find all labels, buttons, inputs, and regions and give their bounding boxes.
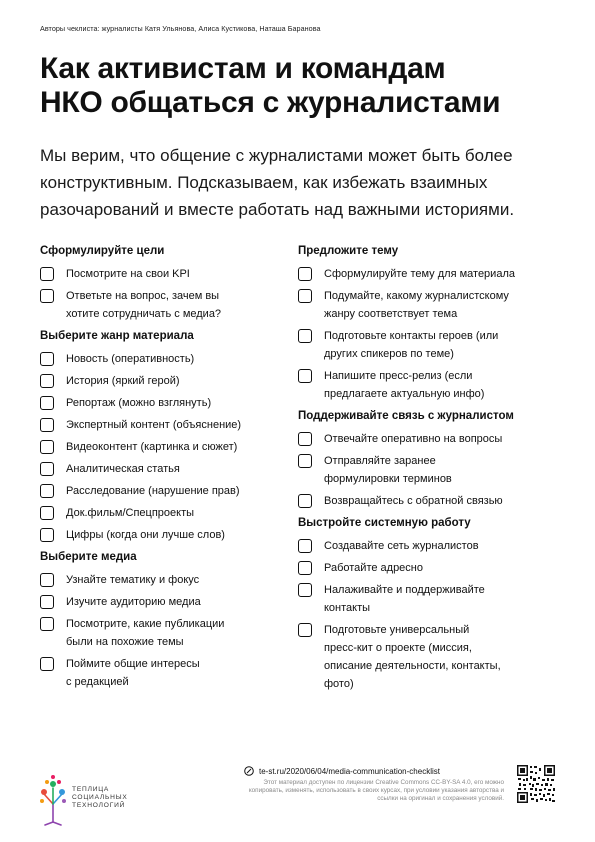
section-title: Выберите медиа	[40, 551, 137, 563]
checklist-item[interactable]	[40, 352, 285, 368]
checkbox[interactable]	[298, 561, 312, 575]
article-link[interactable]	[244, 766, 504, 776]
checklist-item[interactable]	[298, 369, 560, 403]
checklist-item[interactable]	[40, 484, 285, 500]
item-label: Возвращайтесь с обратной связью	[324, 495, 503, 507]
checkbox[interactable]	[298, 329, 312, 343]
qr-code-icon	[516, 764, 556, 804]
checklist-item[interactable]	[298, 454, 560, 488]
checkbox[interactable]	[298, 583, 312, 597]
item-label: Напишите пресс-релиз (если предлагаете актуальную инфо)	[324, 370, 485, 400]
item-label: Отправляйте заранее формулировки терминов	[324, 455, 452, 485]
authors-line: Авторы чеклиста: журналисты Катя Ульянова, Алиса Кустикова, Наташа Баранова	[40, 24, 321, 33]
item-label: Работайте адресно	[324, 562, 423, 574]
checkbox[interactable]	[40, 617, 54, 631]
checkbox[interactable]	[40, 484, 54, 498]
item-label: Расследование (нарушение прав)	[66, 485, 240, 497]
section-genre	[40, 329, 285, 544]
section-goals	[40, 244, 285, 323]
item-label: Аналитическая статья	[66, 463, 180, 475]
checklist-item[interactable]	[298, 583, 560, 617]
checklist-item[interactable]	[40, 462, 285, 478]
checkbox[interactable]	[40, 352, 54, 366]
checklist-item[interactable]	[40, 657, 285, 691]
checkbox[interactable]	[298, 369, 312, 383]
checklist-item[interactable]	[40, 374, 285, 390]
item-label: Док.фильм/Спецпроекты	[66, 507, 195, 519]
item-label: Подготовьте универсальный пресс-кит о проекте (миссия, описание деятельности, контакты, фото)	[324, 624, 501, 690]
checkbox[interactable]	[40, 396, 54, 410]
item-label: Цифры (когда они лучше слов)	[66, 529, 225, 541]
checkbox[interactable]	[298, 494, 312, 508]
item-label: Новость (оперативность)	[66, 353, 195, 365]
section-title: Сформулируйте цели	[40, 245, 165, 257]
checkbox[interactable]	[298, 267, 312, 281]
checkbox[interactable]	[40, 573, 54, 587]
item-label: Посмотрите, какие публикации были на похожие темы	[66, 618, 225, 648]
item-label: Отвечайте оперативно на вопросы	[324, 433, 503, 445]
item-label: Создавайте сеть журналистов	[324, 540, 479, 552]
item-label: Подумайте, какому журналистскому жанру соответствует тема	[324, 290, 509, 320]
item-label: Узнайте тематику и фокус	[66, 574, 200, 586]
checkbox[interactable]	[40, 506, 54, 520]
checkbox[interactable]	[40, 418, 54, 432]
section-system	[298, 516, 560, 693]
checklist-item[interactable]	[298, 539, 560, 555]
checklist-item[interactable]	[40, 418, 285, 434]
checkbox[interactable]	[298, 539, 312, 553]
section-media	[40, 550, 285, 691]
left-column	[40, 244, 285, 697]
item-label: Подготовьте контакты героев (или других спикеров по теме)	[324, 330, 499, 360]
checkbox[interactable]	[298, 432, 312, 446]
section-topic	[298, 244, 560, 403]
item-label: История (яркий герой)	[66, 375, 180, 387]
checklist-item[interactable]	[298, 494, 560, 510]
checklist-item[interactable]	[40, 528, 285, 544]
checklist-item[interactable]	[298, 623, 560, 693]
checkbox[interactable]	[40, 462, 54, 476]
checklist-item[interactable]	[40, 267, 285, 283]
checkbox[interactable]	[40, 267, 54, 281]
checkbox[interactable]	[40, 289, 54, 303]
checkbox[interactable]	[40, 374, 54, 388]
checklist-item[interactable]	[298, 267, 560, 283]
section-title: Выстройте системную работу	[298, 517, 471, 529]
teplitsa-logo[interactable]	[38, 774, 178, 824]
checklist-item[interactable]	[40, 573, 285, 589]
checklist-item[interactable]	[40, 595, 285, 611]
item-label: Посмотрите на свои KPI	[66, 268, 190, 280]
checklist-item[interactable]	[40, 617, 285, 651]
page-subtitle: Мы верим, что общение с журналистами может быть более конструктивным. Подсказываем, как избежать взаимных разочарований и вместе работать над важными историями.	[40, 146, 515, 219]
page-title: Как активистам и командам НКО общаться с журналистами	[40, 52, 501, 119]
item-label: Репортаж (можно взглянуть)	[66, 397, 212, 409]
checkbox[interactable]	[298, 623, 312, 637]
checkbox[interactable]	[40, 657, 54, 671]
item-label: Сформулируйте тему для материала	[324, 268, 515, 280]
section-contact	[298, 409, 560, 510]
section-title: Предложите тему	[298, 245, 399, 257]
checklist-item[interactable]	[298, 329, 560, 363]
tree-logo-icon	[38, 774, 68, 826]
checklist-item[interactable]	[40, 440, 285, 456]
item-label: Видеоконтент (картинка и сюжет)	[66, 441, 238, 453]
item-label: Поймите общие интересы с редакцией	[66, 658, 200, 688]
checklist-item[interactable]	[298, 432, 560, 448]
checklist-item[interactable]	[298, 561, 560, 577]
license-text: Этот материал доступен по лицензии Creative Commons CC-BY-SA 4.0, его можно копировать, изменять, использовать в своих курсах, при условии указания авторства и ссылки на оригинал и сохранения условий.	[248, 779, 504, 802]
checkbox[interactable]	[40, 440, 54, 454]
checklist-item[interactable]	[40, 396, 285, 412]
checklist-item[interactable]	[40, 506, 285, 522]
section-title: Выберите жанр материала	[40, 330, 194, 342]
section-title: Поддерживайте связь с журналистом	[298, 410, 514, 422]
checklist-item[interactable]	[40, 289, 285, 323]
link-icon	[244, 766, 254, 776]
item-label: Экспертный контент (объяснение)	[66, 419, 242, 431]
checkbox[interactable]	[298, 454, 312, 468]
item-label: Ответьте на вопрос, зачем вы хотите сотрудничать с медиа?	[66, 290, 222, 320]
checkbox[interactable]	[40, 528, 54, 542]
item-label: Изучите аудиторию медиа	[66, 596, 201, 608]
link-text[interactable]: te-st.ru/2020/06/04/media-communication-checklist	[259, 766, 440, 776]
checkbox[interactable]	[298, 289, 312, 303]
checklist-item[interactable]	[298, 289, 560, 323]
item-label: Налаживайте и поддерживайте контакты	[324, 584, 485, 614]
checkbox[interactable]	[40, 595, 54, 609]
right-column	[298, 244, 560, 699]
logo-text: ТЕПЛИЦА СОЦИАЛЬНЫХ ТЕХНОЛОГИЙ	[72, 786, 128, 809]
